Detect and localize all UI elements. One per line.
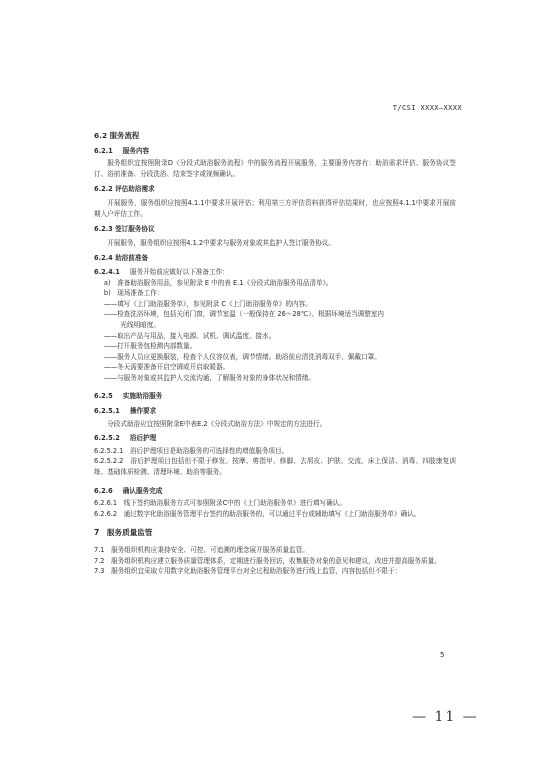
clause-7-2: 7.2 服务组织机构应建立服务质量管理体系，定期进行服务回访，收集服务对象的意见和建议，改进并提高服务质量。 [94,556,441,565]
dash-item: ——取出产品与用品，接入电源、试机、调试温度、接水。 [103,331,276,340]
section-title: 实施助浴服务 [122,392,163,401]
clause-text: 服务开始前应做好以下准备工作： [129,267,229,276]
inner-page-number: 5 [440,651,445,659]
clause-6-2-6-1: 6.2.6.1 线下签约助浴服务方式可参照附录C中的《上门助浴服务单》进行填写确认。 [94,499,346,508]
paragraph: 开展服务，服务组织应按照4.1.1中要求开展评估；利用第三方评估资料获得评估结果时，也应按照4.1.1中要求开展前期入户评估工作。 [94,198,456,218]
page-folio: — 11 — [412,709,479,725]
clause-number: 6.2.4.1 [94,267,120,276]
paragraph: 开展服务，服务组织应按照4.1.2中要求与服务对象或其监护人签订服务协议。 [107,238,335,247]
paragraph: 服务组织宜按照附录D《分段式助浴服务流程》中的服务流程开展服务，主要服务内容有：助浴需求评估、服务协议签订、浴前准备、分段洗浴、结束签字或视频确认。 [94,159,456,178]
clause-7-3: 7.3 服务组织宜采取专用数字化助浴服务管理平台对全过程助浴服务进行线上监管，内容包括但不限于： [94,567,402,576]
section-6-2-heading: 6.2 服务流程 [94,131,140,140]
dash-item: ——服务人员应更换服装，检查个人仪容仪表，调节情绪。助浴前应清洗消毒双手、佩戴口罩。 [103,352,381,361]
dash-item: ——冬天需要准备开启空调或开启取暖器。 [103,363,230,372]
section-title: 操作要求 [129,407,157,416]
section-6-2-2-heading: 6.2.2 评估助浴需求 [94,185,155,194]
section-title: 浴后护理 [129,434,157,443]
section-6-2-6-heading [94,486,456,497]
dash-item [94,309,456,330]
clause-6-2-5-2-2: 6.2.5.2.2 浴后护理项目包括但不限于修发、按摩、剪指甲、修脚、去屑皮、护肤、交流、床上保洁、消毒、四肢康复训练、基础体质检测、清理环境、助浴等服务。 [94,457,456,477]
section-6-2-3-heading: 6.2.3 签订服务协议 [94,225,155,234]
section-number: 6.2.5.2 [94,434,120,443]
list-item-a: a) 准备助浴服务用品，参见附录 E 中的表 E.1《分段式助浴服务用品清单》。 [103,278,333,287]
clause-7-1: 7.1 服务组织机构应秉持安全、可控、可追溯的理念展开服务质量监管。 [94,546,309,554]
document-body [94,125,456,577]
dash-item: ——与服务对象或其监护人交流沟通，了解服务对象的身体状况和情绪。 [103,373,315,382]
section-6-2-5-heading [94,391,456,402]
list-item-b: b) 现场准备工作： [103,289,164,298]
clause-6-2-5-2-1: 6.2.5.2.1 浴后护理项目是助浴服务的可选择性的增值服务项目。 [94,446,289,455]
section-number: 6.2.6 [94,486,113,495]
section-number: 6.2.1 [94,146,113,155]
dash-item-text: ——检查洗浴环境，包括关闭门窗，调节室温（一般保持在 26～28℃）、根据环境适当调整室内 [103,310,385,319]
clause-6-2-4-1 [94,267,456,278]
section-6-2-4-heading: 6.2.4 助浴前准备 [94,254,149,263]
section-number: 6.2.5 [94,392,113,401]
dash-item: ——打开服务包检测内部数量。 [103,342,197,351]
section-6-2-1-heading [94,146,456,157]
clause-6-2-6-2: 6.2.6.2 通过数字化助浴服务管理平台签约的助浴服务的，可以通过平台或辅助填写《上门助浴服务单》确认。 [94,509,421,518]
section-7-heading: 7 服务质量监管 [94,528,153,538]
section-title: 服务内容 [122,146,150,155]
dash-item: ——填写《上门助浴服务单》，参见附录 C《上门助浴服务单》的内容。 [103,299,312,308]
section-6-2-5-2-heading [94,433,456,444]
paragraph: 分段式助浴应宜按照附录E中表E.2《分段式助浴方法》中规定的方法进行。 [107,419,327,428]
section-6-2-5-1-heading [94,406,456,417]
dash-item-continuation: 光线明暗度。 [120,320,160,329]
section-number: 6.2.5.1 [94,407,120,416]
document-code: T/CSI XXXX—XXXX [392,104,462,112]
section-title: 确认服务完成 [122,486,163,495]
